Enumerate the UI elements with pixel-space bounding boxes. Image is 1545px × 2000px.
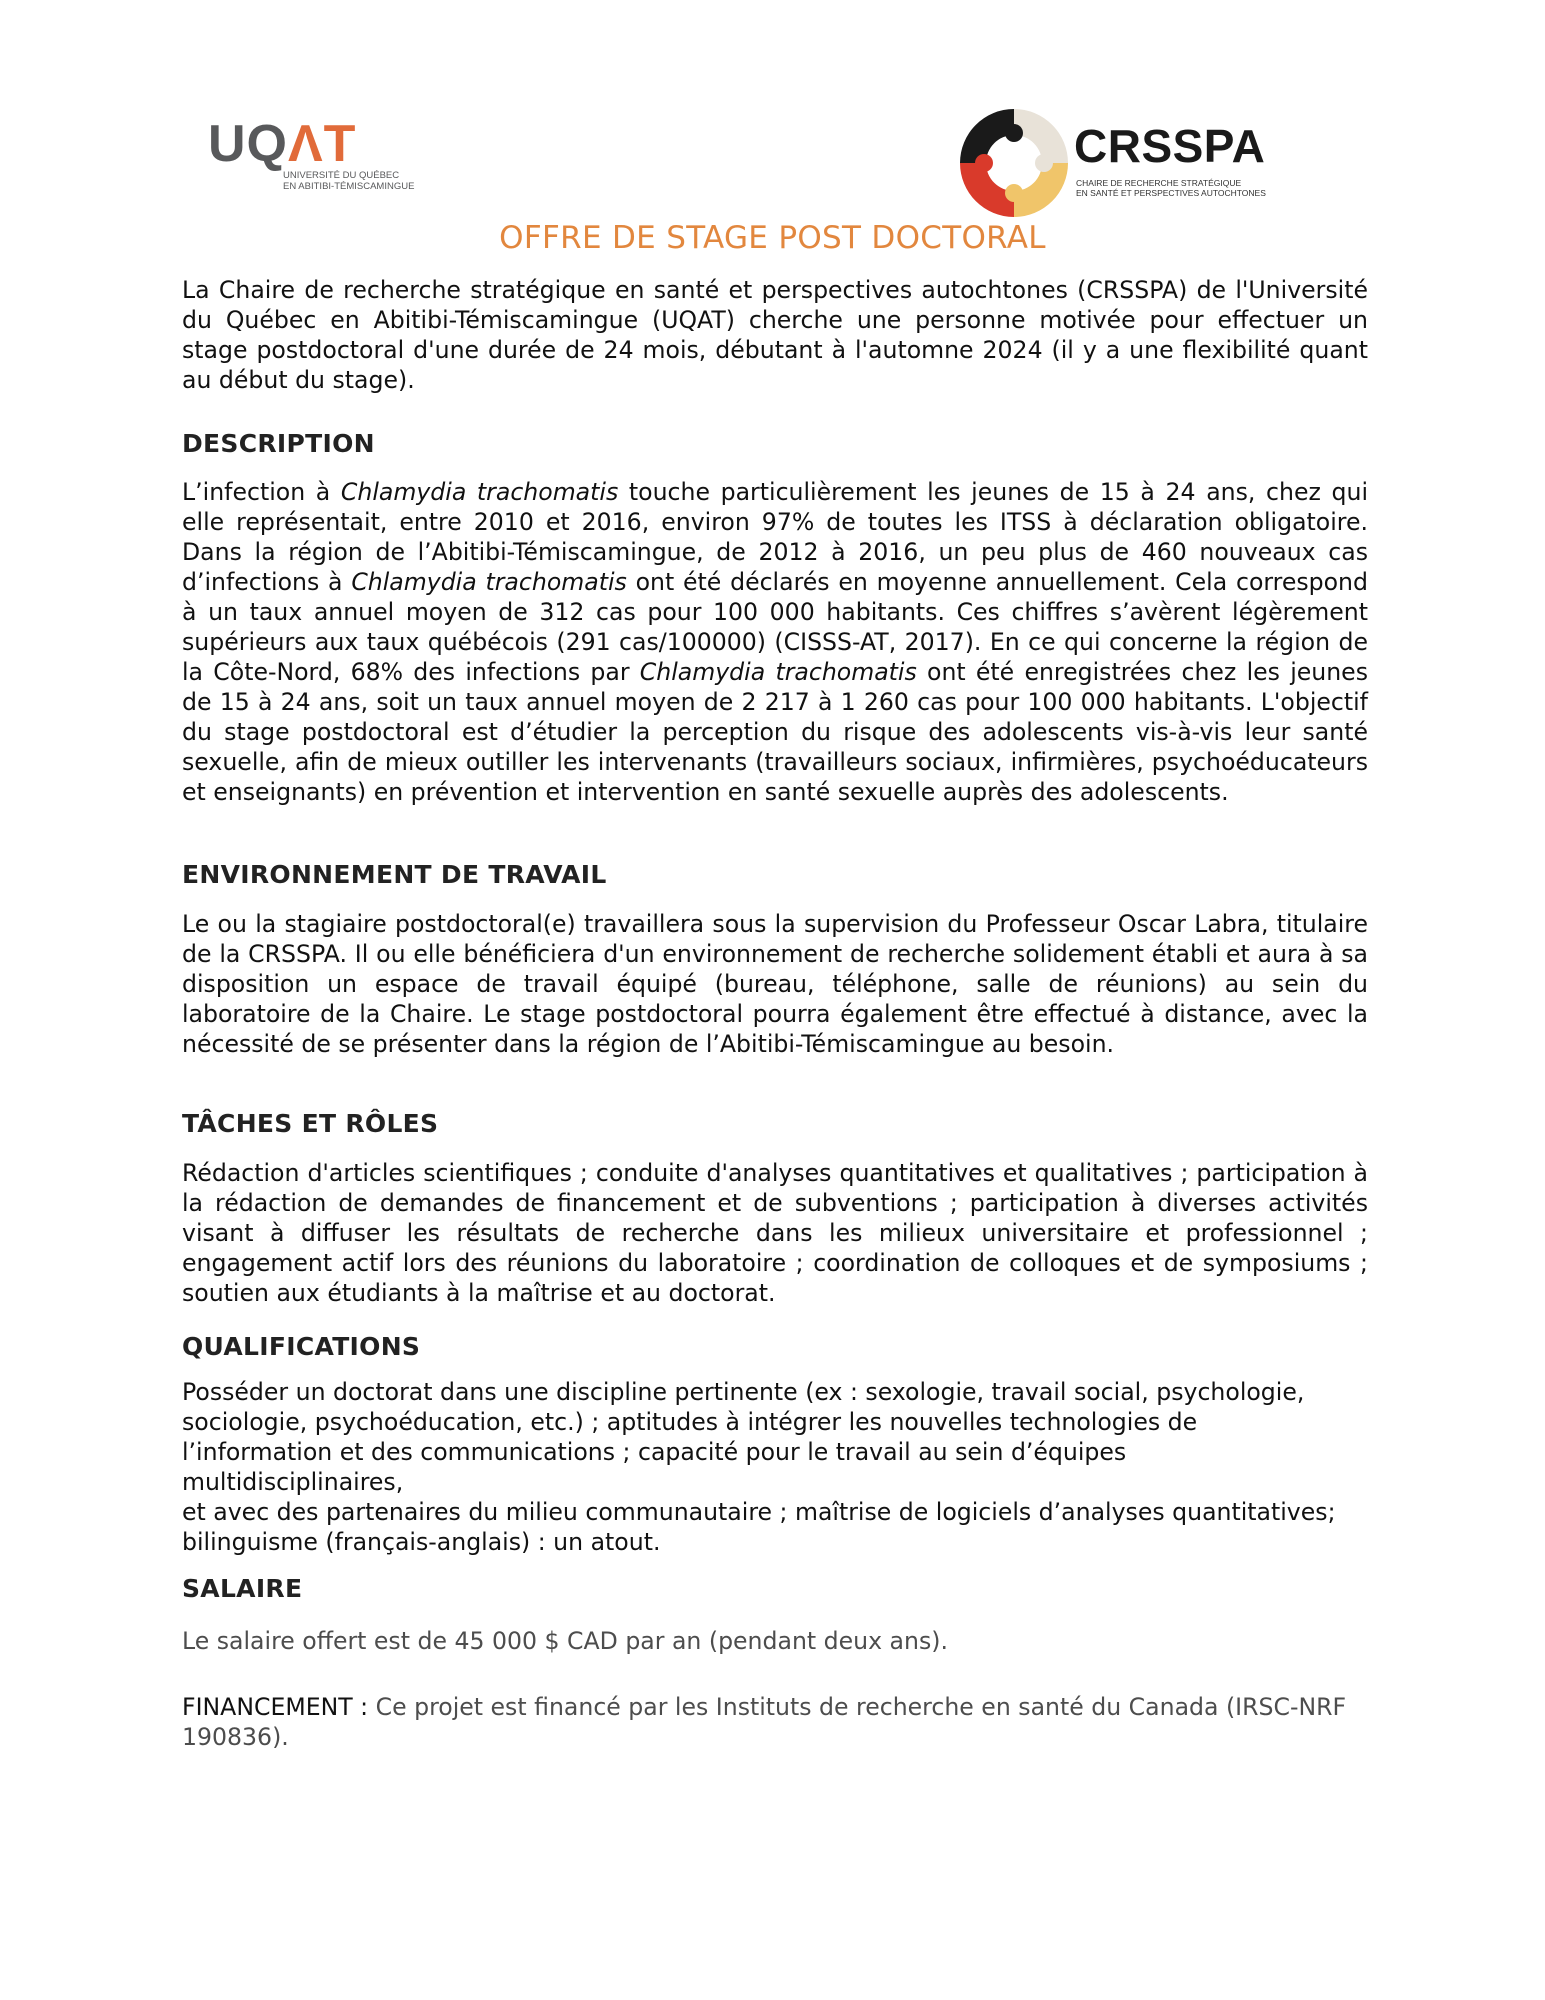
funding-paragraph: [182, 1692, 1368, 1752]
species-name: Chlamydia trachomatis: [639, 658, 917, 686]
crsspa-logo-subtitle: CHAIRE DE RECHERCHE STRATÉGIQUE EN SANTÉ ET PERSPECTIVES AUTOCHTONES: [1076, 178, 1266, 198]
salary-heading: SALAIRE: [182, 1574, 303, 1603]
qualifications-heading: QUALIFICATIONS: [182, 1332, 421, 1361]
uqat-logo: [208, 115, 438, 198]
qualifications-paragraph: Posséder un doctorat dans une discipline pertinente (ex : sexologie, travail social, psychologie, sociologie, psychoéducation, etc.) ; aptitudes à intégrer les nouvelles technologies de l’information et des communications ; capacité pour le travail au sein d’équipes multidisciplinaires, et avec des partenaires du milieu communautaire ; maîtrise de logiciels d’analyses quantitatives; bilinguisme (français-anglais) : un atout.: [182, 1378, 1336, 1556]
crsspa-circle-emblem-icon: [960, 104, 1068, 222]
intro-paragraph: La Chaire de recherche stratégique en santé et perspectives autochtones (CRSSPA) de l'Université du Québec en Abitibi-Témiscamingue (UQAT) cherche une personne motivée pour effectuer un stage postdoctoral d'une durée de 24 mois, débutant à l'automne 2024 (il y a une flexibilité quant au début du stage).: [182, 276, 1368, 394]
crsspa-logo: [960, 104, 1280, 229]
funding-label: FINANCEMENT :: [182, 1693, 369, 1721]
species-name: Chlamydia trachomatis: [340, 478, 619, 506]
environment-paragraph: Le ou la stagiaire postdoctoral(e) travaillera sous la supervision du Professeur Oscar Labra, titulaire de la CRSSPA. Il ou elle bénéficiera d'un environnement de recherche solidement établi et aura à sa disposition un espace de travail équipé (bureau, téléphone, salle de réunions) au sein du laboratoire de la Chaire. Le stage postdoctoral pourra également être effectué à distance, avec la nécessité de se présenter dans la région de l’Abitibi-Témiscamingue au besoin.: [182, 910, 1368, 1058]
page-title: OFFRE DE STAGE POST DOCTORAL: [499, 220, 1046, 256]
crsspa-logo-wordmark: CRSSPA: [1074, 120, 1266, 172]
uqat-logo-wordmark: UQΛT: [208, 115, 357, 173]
salary-paragraph: Le salaire offert est de 45 000 $ CAD par an (pendant deux ans).: [182, 1627, 948, 1655]
species-name: Chlamydia trachomatis: [351, 568, 627, 596]
environment-heading: ENVIRONNEMENT DE TRAVAIL: [182, 860, 607, 889]
description-paragraph: L’infection à Chlamydia trachomatis touche particulièrement les jeunes de 15 à 24 ans, chez qui elle représentait, entre 2010 et 2016, environ 97% de toutes les ITSS à déclaration obligatoire. Dans la région de l’Abitibi-Témiscamingue, de 2012 à 2016, un peu plus de 460 nouveaux cas d’infections à Chlamydia trachomatis ont été déclarés en moyenne annuellement. Cela correspond à un taux annuel moyen de 312 cas pour 100 000 habitants. Ces chiffres s’avèrent légèrement supérieurs aux taux québécois (291 cas/100000) (CISSS-AT, 2017). En ce qui concerne la région de la Côte-Nord, 68% des infections par Chlamydia trachomatis ont été enregistrées chez les jeunes de 15 à 24 ans, soit un taux annuel moyen de 2 217 à 1 260 cas pour 100 000 habitants. L'objectif du stage postdoctoral est d’étudier la perception du risque des adolescents vis-à-vis leur santé sexuelle, afin de mieux outiller les intervenants (travailleurs sociaux, infirmières, psychoéducateurs et enseignants) en prévention et intervention en santé sexuelle auprès des adolescents.: [182, 478, 1368, 806]
funding-text: Ce projet est financé par les Instituts de recherche en santé du Canada (IRSC-NRF 190836).: [182, 1693, 1347, 1751]
uqat-logo-subtitle: UNIVERSITÉ DU QUÉBEC EN ABITIBI-TÉMISCAMINGUE: [283, 170, 415, 192]
tasks-heading: TÂCHES ET RÔLES: [182, 1109, 439, 1138]
tasks-paragraph: Rédaction d'articles scientifiques ; conduite d'analyses quantitatives et qualitatives ; participation à la rédaction de demandes de financement et de subventions ; participation à diverses activités visant à diffuser les résultats de recherche dans les milieux universitaire et professionnel ; engagement actif lors des réunions du laboratoire ; coordination de colloques et de symposiums ; soutien aux étudiants à la maîtrise et au doctorat.: [182, 1159, 1368, 1307]
description-heading: DESCRIPTION: [182, 429, 375, 458]
